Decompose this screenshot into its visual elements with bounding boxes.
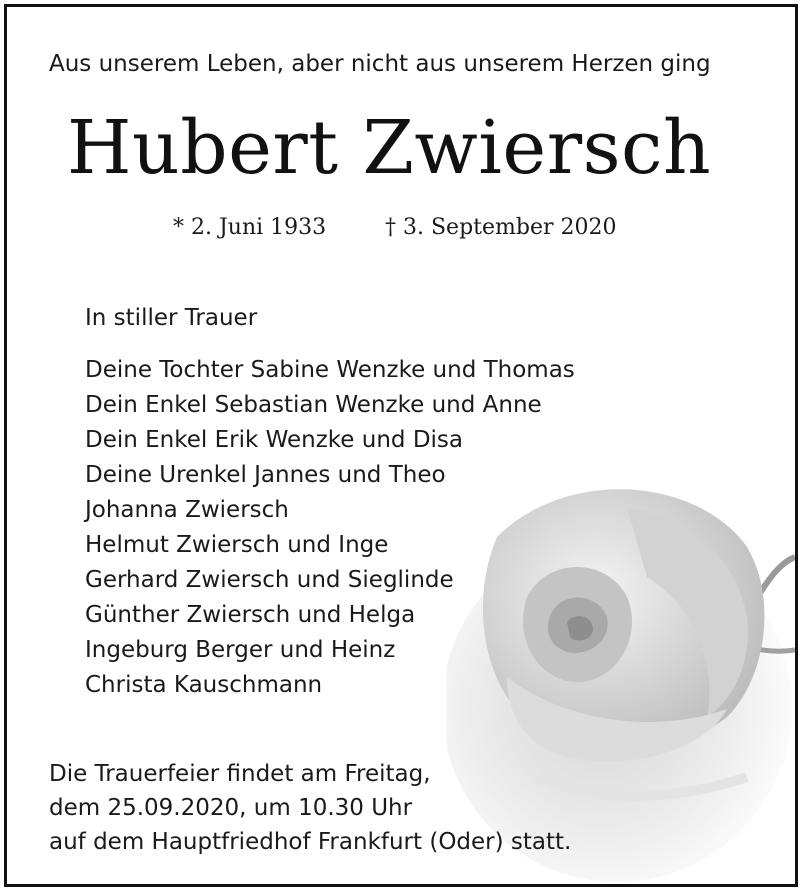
ceremony-line-3: auf dem Hauptfriedhof Frankfurt (Oder) statt. <box>49 829 572 855</box>
list-item: Ingeburg Berger und Heinz <box>85 637 396 663</box>
mourning-heading: In stiller Trauer <box>85 305 258 331</box>
list-item: Gerhard Zwiersch und Sieglinde <box>85 567 454 593</box>
list-item: Deine Urenkel Jannes und Theo <box>85 462 446 488</box>
list-item: Christa Kauschmann <box>85 672 323 698</box>
list-item: Helmut Zwiersch und Inge <box>85 532 389 558</box>
deceased-name: Hubert Zwiersch <box>67 105 712 191</box>
mourners-list <box>85 353 575 703</box>
list-item: Günther Zwiersch und Helga <box>85 602 416 628</box>
ceremony-line-1: Die Trauerfeier findet am Freitag, <box>49 761 431 787</box>
obituary-frame <box>4 4 798 887</box>
list-item: Johanna Zwiersch <box>85 497 289 523</box>
list-item: Dein Enkel Erik Wenzke und Disa <box>85 427 464 453</box>
list-item: Dein Enkel Sebastian Wenzke und Anne <box>85 392 542 418</box>
death-date: † 3. September 2020 <box>385 215 617 240</box>
intro-line: Aus unserem Leben, aber nicht aus unserem Herzen ging <box>49 51 711 77</box>
ceremony-line-2: dem 25.09.2020, um 10.30 Uhr <box>49 795 413 821</box>
list-item: Deine Tochter Sabine Wenzke und Thomas <box>85 357 575 383</box>
ceremony-notice <box>49 757 571 859</box>
birth-date: * 2. Juni 1933 <box>173 215 327 240</box>
